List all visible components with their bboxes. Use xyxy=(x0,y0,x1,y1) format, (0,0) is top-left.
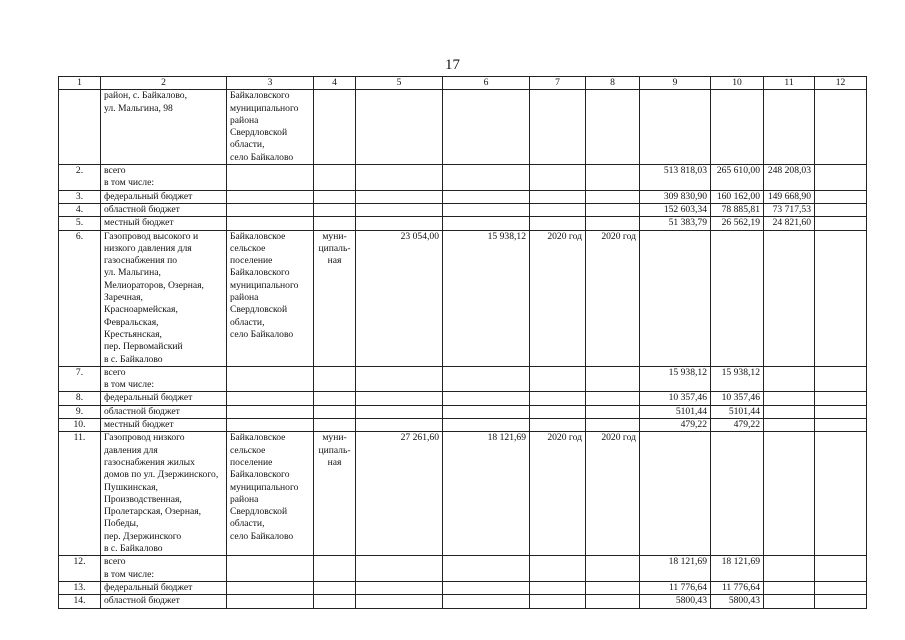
table-cell xyxy=(443,405,530,418)
column-header: 4 xyxy=(314,77,356,90)
table-cell xyxy=(356,366,443,392)
table-cell xyxy=(314,90,356,165)
table-cell: областной бюджет xyxy=(101,405,227,418)
table-cell: 15 938,12 xyxy=(443,230,530,366)
column-header: 3 xyxy=(227,77,314,90)
table-cell: 78 885,81 xyxy=(711,203,764,216)
table-cell: 479,22 xyxy=(711,419,764,432)
table-cell: 18 121,69 xyxy=(640,556,711,582)
table-cell xyxy=(314,366,356,392)
column-header: 6 xyxy=(443,77,530,90)
table-cell xyxy=(586,595,640,608)
table-cell: 5800,43 xyxy=(711,595,764,608)
table-cell xyxy=(314,419,356,432)
column-header: 10 xyxy=(711,77,764,90)
table-cell: 309 830,90 xyxy=(640,190,711,203)
table-cell xyxy=(815,405,867,418)
table-cell xyxy=(314,392,356,405)
table-cell xyxy=(314,165,356,191)
table-cell: 7. xyxy=(59,366,101,392)
table-cell: Байкаловского муниципального района Свердловской области, село Байкалово xyxy=(227,90,314,165)
table-cell xyxy=(227,392,314,405)
table-cell: 265 610,00 xyxy=(711,165,764,191)
table-cell xyxy=(530,581,586,594)
table-cell xyxy=(586,419,640,432)
table-cell xyxy=(356,405,443,418)
table-cell xyxy=(314,556,356,582)
table-cell: 10. xyxy=(59,419,101,432)
header-row xyxy=(59,77,867,90)
table-cell xyxy=(227,581,314,594)
table-cell xyxy=(815,392,867,405)
table-cell xyxy=(356,392,443,405)
table-cell xyxy=(443,556,530,582)
table-cell: 23 054,00 xyxy=(356,230,443,366)
table-cell: 15 938,12 xyxy=(711,366,764,392)
table-cell: Газопровод низкого давления для газоснабжения жилых домов по ул. Дзержинского, Пушкинская, Производственная, Пролетарская, Озерная, Победы, пер. Дзержинского в с. Байкалово xyxy=(101,432,227,556)
table-cell xyxy=(356,556,443,582)
table-cell xyxy=(59,90,101,165)
table-cell xyxy=(530,366,586,392)
table-cell: всего в том числе: xyxy=(101,165,227,191)
table-cell xyxy=(764,556,815,582)
table-cell xyxy=(314,217,356,230)
table-cell: 9. xyxy=(59,405,101,418)
table-cell xyxy=(586,392,640,405)
table-cell xyxy=(443,190,530,203)
table-cell: 2020 год xyxy=(586,432,640,556)
table-cell: 2020 год xyxy=(586,230,640,366)
table-row xyxy=(59,165,867,191)
table-cell: 5101,44 xyxy=(711,405,764,418)
table-cell xyxy=(815,419,867,432)
table-cell xyxy=(764,419,815,432)
table-cell: Байкаловское сельское поселение Байкаловского муниципального района Свердловской области, село Байкалово xyxy=(227,230,314,366)
table-cell: местный бюджет xyxy=(101,217,227,230)
table-cell xyxy=(314,190,356,203)
table-cell: Газопровод высокого и низкого давления для газоснабжения по ул. Мальгина, Мелиораторов, Озерная, Заречная, Красноармейская, Февральская, Крестьянская, пер. Первомайский в с. Байкалово xyxy=(101,230,227,366)
table-cell xyxy=(530,90,586,165)
table-cell: 4. xyxy=(59,203,101,216)
table-cell xyxy=(764,581,815,594)
table-cell: 2020 год xyxy=(530,432,586,556)
table-cell xyxy=(586,165,640,191)
table-cell xyxy=(530,190,586,203)
table-cell: федеральный бюджет xyxy=(101,581,227,594)
table-cell xyxy=(530,392,586,405)
table-cell xyxy=(815,165,867,191)
table-row xyxy=(59,581,867,594)
table-row xyxy=(59,392,867,405)
table-cell xyxy=(640,432,711,556)
table-cell: 12. xyxy=(59,556,101,582)
table-cell xyxy=(586,556,640,582)
table-cell xyxy=(227,556,314,582)
table-cell xyxy=(815,366,867,392)
table-cell xyxy=(764,392,815,405)
table-cell xyxy=(443,90,530,165)
table-cell: 2. xyxy=(59,165,101,191)
table-cell: 13. xyxy=(59,581,101,594)
column-header: 11 xyxy=(764,77,815,90)
table-cell xyxy=(227,190,314,203)
column-header: 5 xyxy=(356,77,443,90)
table-cell xyxy=(530,419,586,432)
table-cell xyxy=(764,432,815,556)
table-cell xyxy=(356,90,443,165)
table-cell xyxy=(314,203,356,216)
table-cell xyxy=(356,190,443,203)
table-cell: 18 121,69 xyxy=(443,432,530,556)
table-cell: областной бюджет xyxy=(101,203,227,216)
table-cell: 5101,44 xyxy=(640,405,711,418)
table-cell: 8. xyxy=(59,392,101,405)
table-cell xyxy=(764,595,815,608)
table-cell xyxy=(586,203,640,216)
table-cell xyxy=(530,203,586,216)
table-cell xyxy=(227,217,314,230)
table-cell xyxy=(764,230,815,366)
table-cell xyxy=(764,405,815,418)
table-cell xyxy=(815,90,867,165)
table-cell xyxy=(443,419,530,432)
table-row xyxy=(59,419,867,432)
table-cell: 513 818,03 xyxy=(640,165,711,191)
table-cell: 2020 год xyxy=(530,230,586,366)
table-cell xyxy=(530,405,586,418)
table-row xyxy=(59,203,867,216)
table-cell xyxy=(356,581,443,594)
table-cell: 26 562,19 xyxy=(711,217,764,230)
table-cell xyxy=(443,392,530,405)
table-cell xyxy=(815,581,867,594)
table-cell: федеральный бюджет xyxy=(101,392,227,405)
table-cell xyxy=(356,217,443,230)
table-cell xyxy=(711,90,764,165)
table-cell xyxy=(764,90,815,165)
table-cell xyxy=(227,366,314,392)
table-cell: 479,22 xyxy=(640,419,711,432)
table-row xyxy=(59,90,867,165)
table-cell: 14. xyxy=(59,595,101,608)
table-cell xyxy=(586,217,640,230)
table-cell xyxy=(640,90,711,165)
table-cell: 11 776,64 xyxy=(640,581,711,594)
table-cell: 248 208,03 xyxy=(764,165,815,191)
table-cell: Байкаловское сельское поселение Байкаловского муниципального района Свердловской области, село Байкалово xyxy=(227,432,314,556)
table-cell xyxy=(443,366,530,392)
table-row xyxy=(59,190,867,203)
table-cell xyxy=(815,595,867,608)
column-header: 9 xyxy=(640,77,711,90)
table-cell xyxy=(530,217,586,230)
table-cell xyxy=(640,230,711,366)
column-header: 1 xyxy=(59,77,101,90)
table-cell xyxy=(586,190,640,203)
table-cell xyxy=(443,217,530,230)
column-header: 2 xyxy=(101,77,227,90)
table-cell: 24 821,60 xyxy=(764,217,815,230)
table-cell: всего в том числе: xyxy=(101,366,227,392)
table-cell xyxy=(227,203,314,216)
table-row xyxy=(59,230,867,366)
table-cell xyxy=(530,165,586,191)
column-header: 7 xyxy=(530,77,586,90)
table-cell xyxy=(227,405,314,418)
table-cell: 6. xyxy=(59,230,101,366)
table-row xyxy=(59,556,867,582)
table-cell xyxy=(227,419,314,432)
table-cell xyxy=(530,595,586,608)
table-cell: местный бюджет xyxy=(101,419,227,432)
table-cell xyxy=(586,366,640,392)
table-cell: федеральный бюджет xyxy=(101,190,227,203)
table-cell xyxy=(815,432,867,556)
table-cell: муни- ципаль- ная xyxy=(314,230,356,366)
table-cell: 27 261,60 xyxy=(356,432,443,556)
table-cell xyxy=(530,556,586,582)
table-cell xyxy=(443,581,530,594)
table-cell xyxy=(314,581,356,594)
table-cell xyxy=(711,230,764,366)
table-cell xyxy=(356,165,443,191)
table-cell xyxy=(586,405,640,418)
table-cell xyxy=(586,90,640,165)
table-cell: всего в том числе: xyxy=(101,556,227,582)
table-cell xyxy=(443,595,530,608)
table-cell xyxy=(586,581,640,594)
table-cell: 11 776,64 xyxy=(711,581,764,594)
table-row xyxy=(59,595,867,608)
table-cell xyxy=(815,190,867,203)
table-row xyxy=(59,405,867,418)
table-cell xyxy=(443,203,530,216)
table-cell xyxy=(711,432,764,556)
table-cell xyxy=(227,165,314,191)
table-cell xyxy=(443,165,530,191)
table-row xyxy=(59,366,867,392)
table-cell: 10 357,46 xyxy=(640,392,711,405)
table-cell xyxy=(764,366,815,392)
table-cell xyxy=(815,556,867,582)
table-row xyxy=(59,432,867,556)
table-cell xyxy=(815,230,867,366)
table-cell: областной бюджет xyxy=(101,595,227,608)
table-cell xyxy=(815,217,867,230)
table-cell xyxy=(314,405,356,418)
budget-table xyxy=(58,76,867,609)
table-cell: 18 121,69 xyxy=(711,556,764,582)
table-cell: 152 603,34 xyxy=(640,203,711,216)
page-number: 17 xyxy=(445,57,460,73)
table-cell: 5800,43 xyxy=(640,595,711,608)
column-header: 8 xyxy=(586,77,640,90)
table-cell: муни- ципаль- ная xyxy=(314,432,356,556)
table-cell: 160 162,00 xyxy=(711,190,764,203)
column-header: 12 xyxy=(815,77,867,90)
table-cell: 51 383,79 xyxy=(640,217,711,230)
table-cell: 15 938,12 xyxy=(640,366,711,392)
table-cell: 10 357,46 xyxy=(711,392,764,405)
table-cell: 149 668,90 xyxy=(764,190,815,203)
table-cell: 5. xyxy=(59,217,101,230)
table-cell xyxy=(356,203,443,216)
table-cell: 73 717,53 xyxy=(764,203,815,216)
table-cell xyxy=(314,595,356,608)
table-cell: 11. xyxy=(59,432,101,556)
table-cell xyxy=(356,419,443,432)
table-cell xyxy=(227,595,314,608)
table-cell xyxy=(356,595,443,608)
table-cell: район, с. Байкалово, ул. Мальгина, 98 xyxy=(101,90,227,165)
table-cell: 3. xyxy=(59,190,101,203)
table-row xyxy=(59,217,867,230)
table-cell xyxy=(815,203,867,216)
